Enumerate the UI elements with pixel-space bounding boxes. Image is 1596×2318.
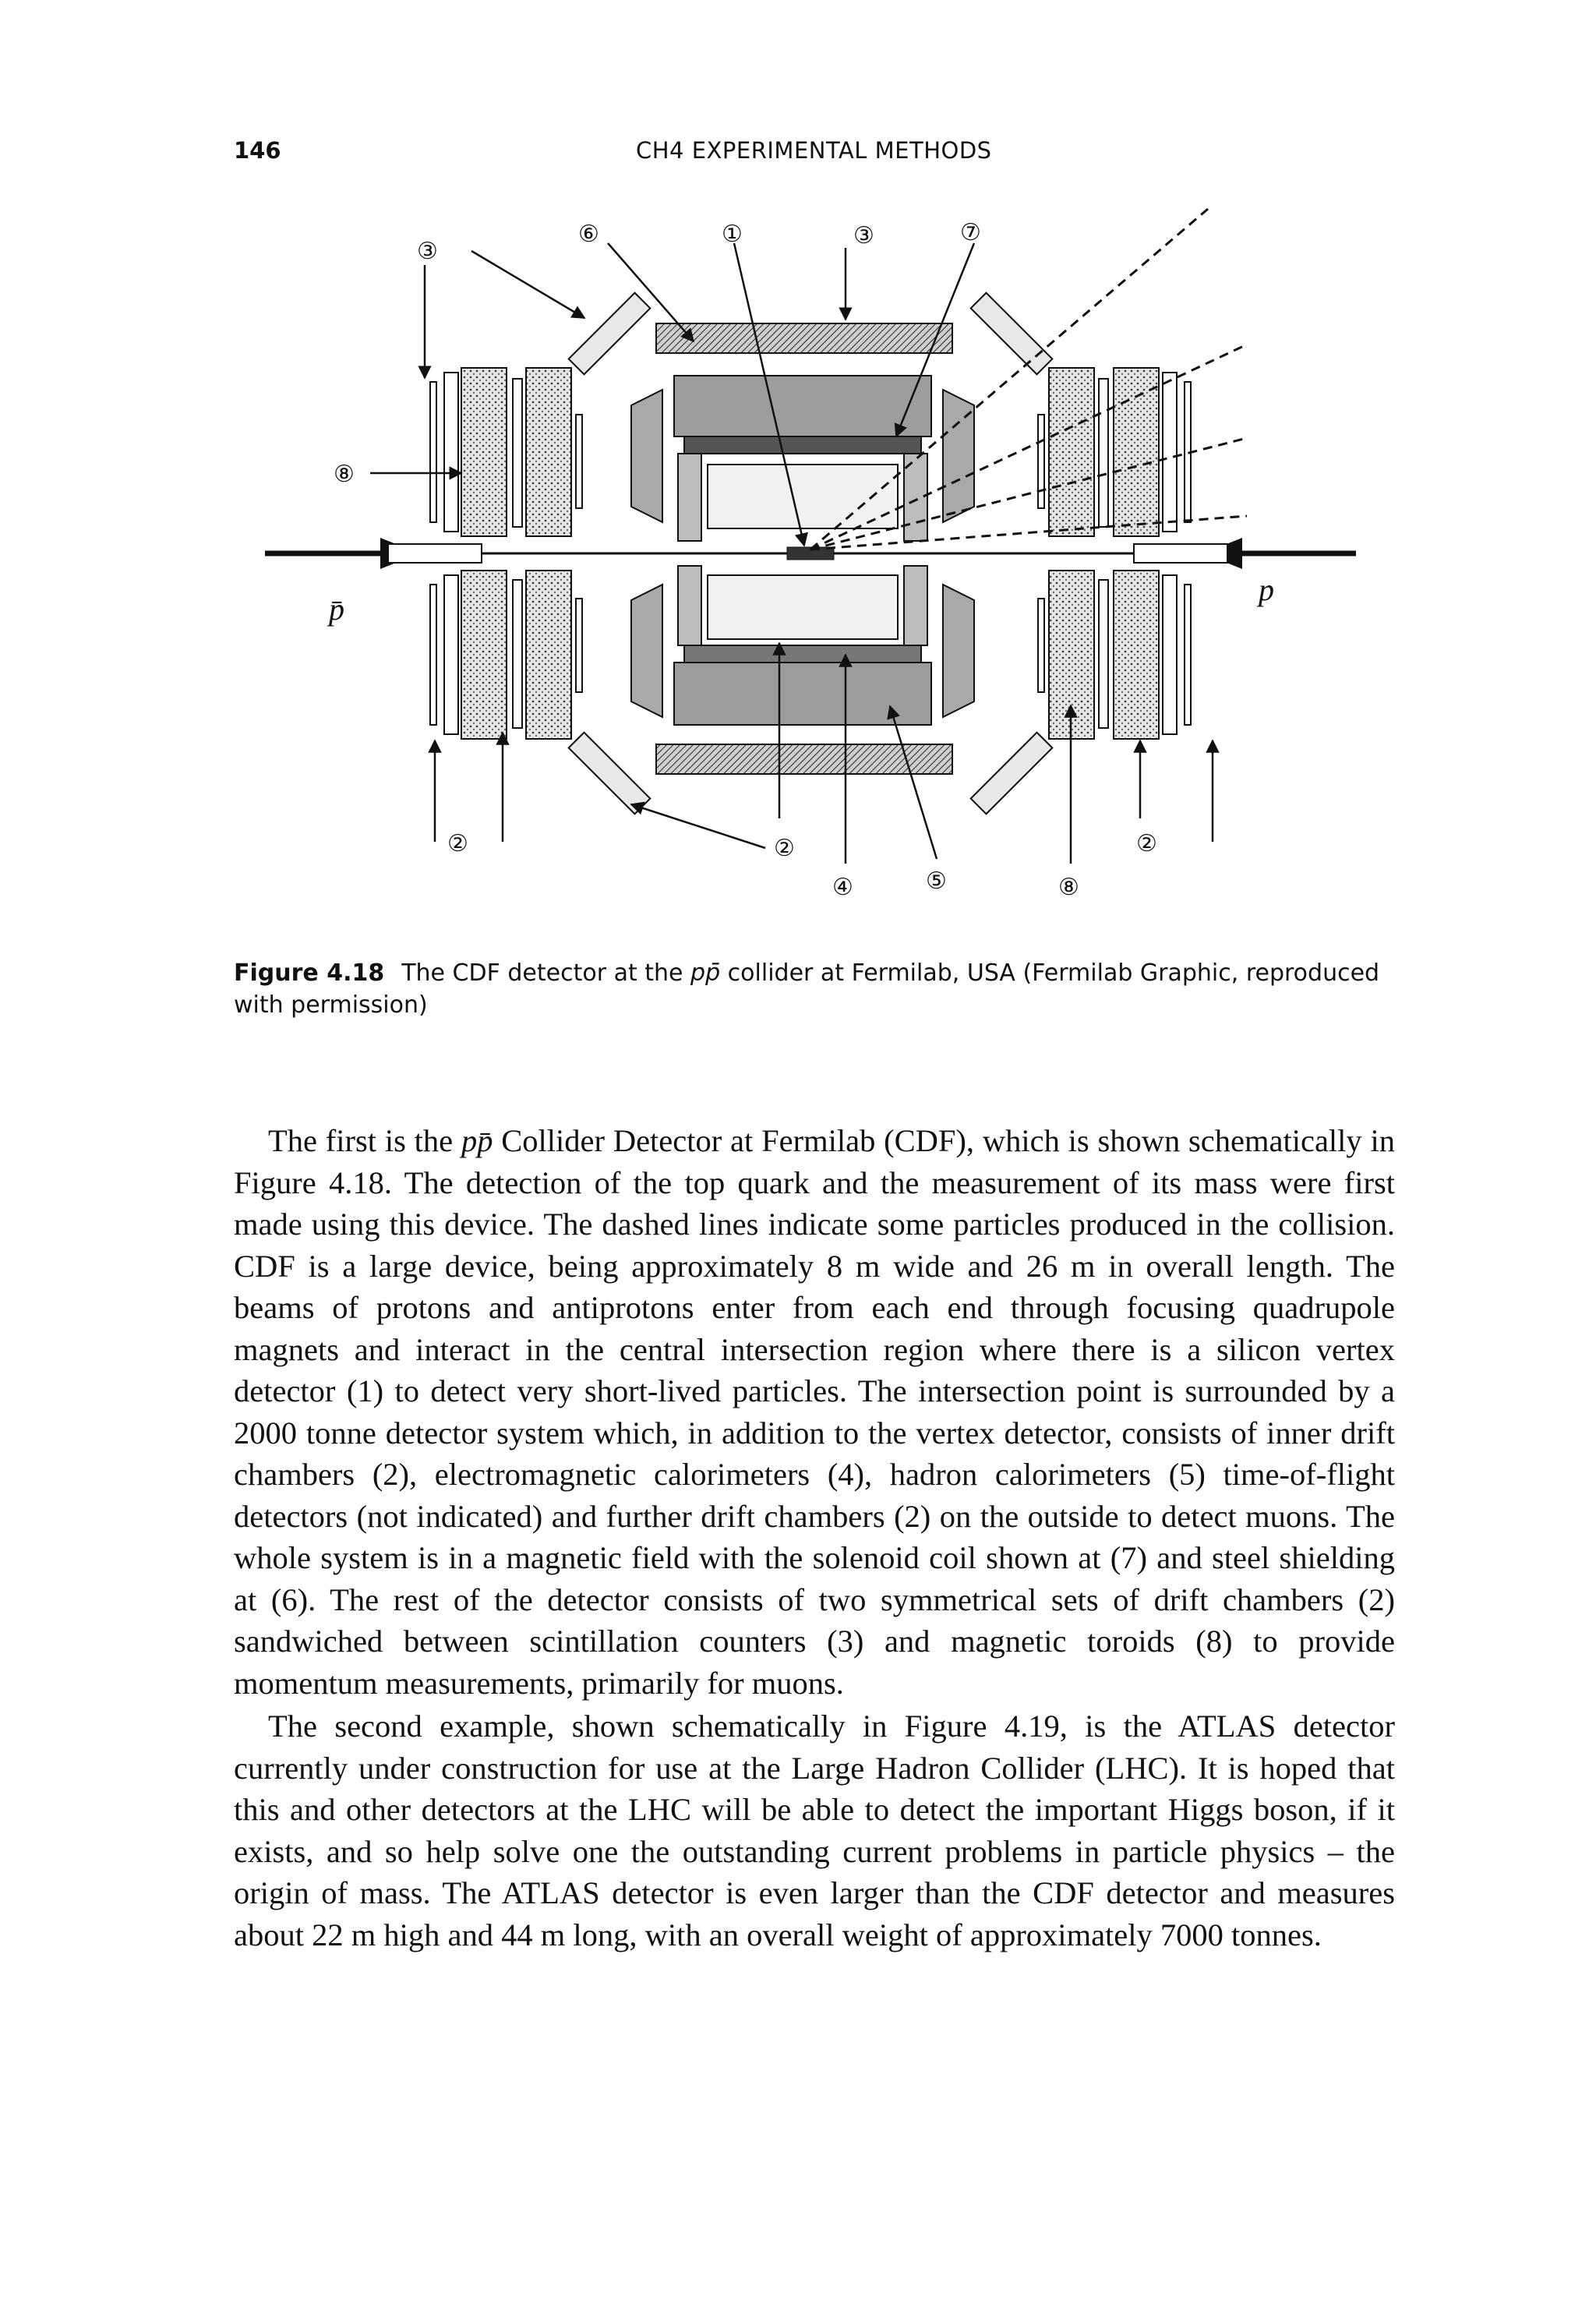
caption-text-post: collider at Fermilab, USA (Fermilab Graphic, reproduced with permission)	[234, 959, 1380, 1019]
callout-1: ①	[722, 221, 743, 248]
paragraph-1-collider: pp̄	[461, 1123, 493, 1158]
callout-8-left: ⑧	[334, 461, 355, 488]
hadron-calorimeter-top	[674, 376, 931, 436]
figure-label: Figure 4.18	[234, 959, 385, 987]
callout-7: ⑦	[960, 219, 981, 246]
caption-collider: pp̄	[690, 959, 721, 987]
callout-3-left: ③	[417, 238, 438, 265]
page-number: 146	[234, 137, 281, 164]
antiproton-label: p̄	[329, 592, 344, 627]
em-calorimeter-top	[684, 436, 921, 454]
solenoid-coil-bottom	[656, 744, 952, 774]
callout-2-left: ②	[447, 830, 468, 857]
callout-2-center: ②	[774, 835, 795, 862]
proton-label: p	[1259, 572, 1274, 607]
cdf-detector-diagram	[257, 195, 1364, 920]
paragraph-1-pre: The first is the	[268, 1123, 461, 1158]
running-head: CH4 EXPERIMENTAL METHODS	[636, 137, 992, 164]
drift-chamber-bottom	[708, 575, 898, 639]
paragraph-1	[234, 1120, 1395, 1704]
em-calorimeter-bottom	[684, 645, 921, 663]
drift-chamber-top	[708, 465, 898, 528]
callout-5: ⑤	[926, 867, 947, 895]
central-detector	[631, 323, 974, 774]
callout-3-center: ③	[853, 222, 874, 249]
quadrupole-right	[1134, 544, 1227, 563]
body-text	[234, 1120, 1395, 1956]
paragraph-1-post: Collider Detector at Fermilab (CDF), which is shown schematically in Figure 4.18. The detection of the top quark and the measurement of its mass were first made using this device. The dashed lines indicate some particles produced in the collision. CDF is a large device, being approximately 8 m wide and 26 m in overall length. The beams of protons and antiprotons enter from each end through focusing quadrupole magnets and interact in the central intersection region where there is a silicon vertex detector (1) to detect very short-lived particles. The intersection point is surrounded by a 2000 tonne detector system which, in addition to the vertex detector, consists of inner drift chambers (2), electromagnetic calorimeters (4), hadron calorimeters (5) time-of-flight detectors (not indicated) and further drift chambers (2) on the outside to detect muons. The whole system is in a magnetic field with the solenoid coil shown at (7) and steel shielding at (6). The rest of the detector consists of two symmetrical sets of drift chambers (2) sandwiched between scintillation counters (3) and magnetic toroids (8) to provide momentum measurements, primarily for muons.	[234, 1123, 1395, 1701]
solenoid-coil-top	[656, 323, 952, 353]
callout-4: ④	[832, 874, 853, 901]
cdf-detector-figure	[257, 195, 1364, 920]
callout-2-right: ②	[1136, 830, 1157, 857]
callout-6: ⑥	[578, 221, 599, 248]
figure-caption	[234, 957, 1395, 1021]
quadrupole-left	[388, 544, 482, 563]
callout-8-bottom: ⑧	[1058, 874, 1079, 901]
paragraph-2: The second example, shown schematically in Figure 4.19, is the ATLAS detector currently under construction for use at the Large Hadron Collider (LHC). It is hoped that this and other detectors at the LHC will be able to detect the important Higgs boson, if it exists, and so help solve one the outstanding current problems in particle physics – the origin of mass. The ATLAS detector is even larger than the CDF detector and measures about 22 m high and 44 m long, with an overall weight of approximately 7000 tonnes.	[234, 1708, 1395, 1952]
page-header	[234, 137, 1395, 168]
caption-text-pre: The CDF detector at the	[401, 959, 691, 987]
